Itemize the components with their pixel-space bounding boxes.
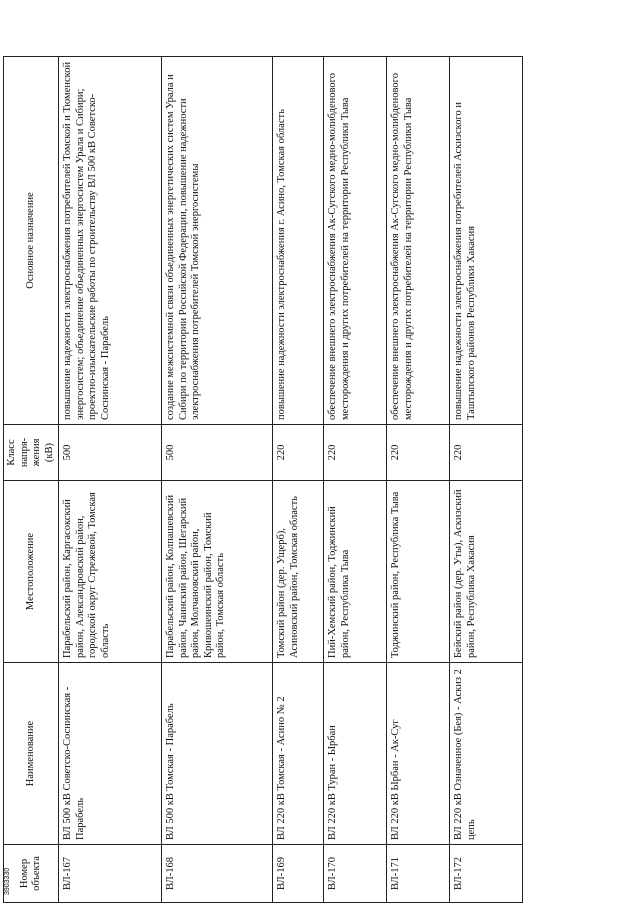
table-row <box>450 57 523 903</box>
cell-voltage: 220 <box>450 425 523 481</box>
cell-location: Пий-Хемский район, Тоджинский район, Республика Тыва <box>324 481 387 663</box>
cell-number: ВЛ-167 <box>59 845 162 903</box>
header-location: Местоположение <box>4 481 59 663</box>
cell-voltage: 220 <box>324 425 387 481</box>
cell-location: Бейский район (дер. Уты), Аскизский район, Республика Хакасия <box>450 481 523 663</box>
cell-number: ВЛ-169 <box>273 845 324 903</box>
cell-location: Томский район (дер. Ущерб), Асиновский район, Томская область <box>273 481 324 663</box>
cell-purpose: обеспечение внешнего электроснабжения Ак-Сугского медно-молибденового месторождения и других потребителей на территории Республики Тыва <box>387 57 450 425</box>
objects-table <box>3 56 523 903</box>
header-name: Наименование <box>4 663 59 845</box>
cell-name: ВЛ 220 кВ Туран - Ырбан <box>324 663 387 845</box>
document-stamp: 3903330 <box>4 867 11 895</box>
header-number: Номер объекта <box>4 845 59 903</box>
cell-location: Парабельский район, Колпашевский район, Чаинский район, Шегарский район, Молчановский район, Кривошеинский район, Томский район, Томская область <box>162 481 273 663</box>
table-row <box>273 57 324 903</box>
cell-voltage: 220 <box>387 425 450 481</box>
table-row <box>324 57 387 903</box>
cell-location: Тоджинский район, Республика Тыва <box>387 481 450 663</box>
cell-voltage: 500 <box>162 425 273 481</box>
header-purpose: Основное назначение <box>4 57 59 425</box>
table-row <box>59 57 162 903</box>
cell-voltage: 500 <box>59 425 162 481</box>
table-header-row <box>4 57 59 903</box>
cell-voltage: 220 <box>273 425 324 481</box>
table-row <box>162 57 273 903</box>
cell-location: Парабельский район, Каргасокский район, Александровский район, городской округ Стрежевой, Томская область <box>59 481 162 663</box>
table-row <box>387 57 450 903</box>
cell-purpose: повышение надежности электроснабжения г. Асино, Томская область <box>273 57 324 425</box>
cell-number: ВЛ-170 <box>324 845 387 903</box>
cell-number: ВЛ-171 <box>387 845 450 903</box>
cell-name: ВЛ 220 кВ Означенное (Бея) - Аскиз 2 цепь <box>450 663 523 845</box>
cell-purpose: создание межсистемной связи объединенных энергетических систем Урала и Сибири по территории Российской Федерации, повышение надежности электроснабжения потребителей Томской энергосистемы <box>162 57 273 425</box>
cell-purpose: повышение надежности электроснабжения потребителей Томской и Тюменской энергосистем; объединение объединенных энергосистем Урала и Сибири; проектно-изыскательские работы по строительству ВЛ 500 кВ Советско-Соснинская - Парабель <box>59 57 162 425</box>
rotated-page-content <box>0 57 571 903</box>
cell-purpose: обеспечение внешнего электроснабжения Ак-Сугского медно-молибденового месторождения и других потребителей на территории Республики Тыва <box>324 57 387 425</box>
header-voltage: Класс напря-жения (кВ) <box>4 425 59 481</box>
cell-name: ВЛ 500 кВ Томская - Парабель <box>162 663 273 845</box>
cell-name: ВЛ 500 кВ Советско-Соснинская - Парабель <box>59 663 162 845</box>
cell-number: ВЛ-168 <box>162 845 273 903</box>
cell-name: ВЛ 220 кВ Томская - Асино № 2 <box>273 663 324 845</box>
cell-name: ВЛ 220 кВ Ырбан - Ак-Суг <box>387 663 450 845</box>
cell-number: ВЛ-172 <box>450 845 523 903</box>
cell-purpose: повышение надежности электроснабжения потребителей Аскизского и Таштыпского районов Республики Хакасия <box>450 57 523 425</box>
